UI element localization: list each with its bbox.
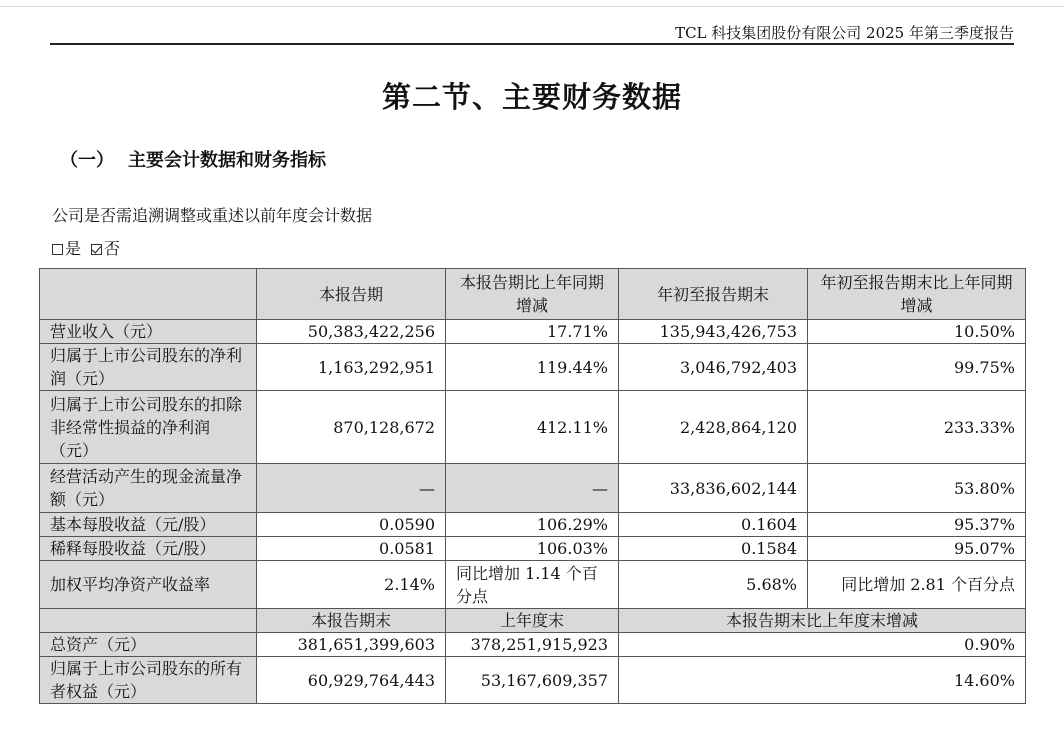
page-title: 第二节、主要财务数据 xyxy=(381,80,682,114)
header-cell-blank xyxy=(40,269,257,320)
table-cell: 60,929,764,443 xyxy=(257,657,446,704)
table-cell: 378,251,915,923 xyxy=(446,633,619,657)
table-row xyxy=(40,344,1026,391)
table-cell: 106.03% xyxy=(446,537,619,561)
table-cell: 同比增加 2.81 个百分点 xyxy=(808,561,1026,609)
table-cell: 17.71% xyxy=(446,320,619,344)
row-label: 营业收入（元） xyxy=(40,320,257,344)
row-label: 归属于上市公司股东的净利润（元） xyxy=(40,344,257,391)
table-cell: 233.33% xyxy=(808,391,1026,464)
table-cell: 870,128,672 xyxy=(257,391,446,464)
table-cell: 412.11% xyxy=(446,391,619,464)
header-cell: 本报告期 xyxy=(257,269,446,320)
header-cell: 本报告期比上年同期增减 xyxy=(446,269,619,320)
table-header-row xyxy=(40,269,1026,320)
table-cell: 99.75% xyxy=(808,344,1026,391)
table-row xyxy=(40,464,1026,513)
table-cell: 0.1584 xyxy=(619,537,808,561)
table-cell: 381,651,399,603 xyxy=(257,633,446,657)
unchecked-box-icon xyxy=(52,244,63,255)
table-cell: 0.90% xyxy=(619,633,1026,657)
header-text: TCL 科技集团股份有限公司 2025 年第三季度报告 xyxy=(675,24,1014,42)
row-label: 归属于上市公司股东的扣除非经常性损益的净利润（元） xyxy=(40,391,257,464)
table-row xyxy=(40,561,1026,609)
section-title: 主要会计数据和财务指标 xyxy=(128,150,326,171)
table-cell: 10.50% xyxy=(808,320,1026,344)
row-label: 总资产（元） xyxy=(40,633,257,657)
restatement-answer xyxy=(52,236,130,259)
header-cell: 本报告期末 xyxy=(257,609,446,633)
table-cell: 95.37% xyxy=(808,513,1026,537)
table-cell: — xyxy=(446,464,619,513)
option-yes xyxy=(52,239,81,258)
table-cell: 135,943,426,753 xyxy=(619,320,808,344)
header-cell: 年初至报告期末比上年同期增减 xyxy=(808,269,1026,320)
table-row xyxy=(40,513,1026,537)
table-cell: 0.0581 xyxy=(257,537,446,561)
table-cell: 0.1604 xyxy=(619,513,808,537)
option-no xyxy=(91,239,120,258)
table-cell: 3,046,792,403 xyxy=(619,344,808,391)
table-cell: 2.14% xyxy=(257,561,446,609)
table-cell: 33,836,602,144 xyxy=(619,464,808,513)
section-number: （一） xyxy=(60,150,114,171)
section-heading xyxy=(60,146,326,172)
page-header xyxy=(50,21,1014,45)
page-top-border xyxy=(0,6,1064,7)
table-cell: 50,383,422,256 xyxy=(257,320,446,344)
table-cell: 2,428,864,120 xyxy=(619,391,808,464)
row-label: 稀释每股收益（元/股） xyxy=(40,537,257,561)
table-cell: 106.29% xyxy=(446,513,619,537)
table-cell: 119.44% xyxy=(446,344,619,391)
table-cell: 同比增加 1.14 个百分点 xyxy=(446,561,619,609)
row-label: 基本每股收益（元/股） xyxy=(40,513,257,537)
financial-data-table xyxy=(39,268,1026,704)
table-row xyxy=(40,391,1026,464)
table-cell: 95.07% xyxy=(808,537,1026,561)
table-cell: 53,167,609,357 xyxy=(446,657,619,704)
table-cell: 14.60% xyxy=(619,657,1026,704)
table-cell: — xyxy=(257,464,446,513)
table-row xyxy=(40,537,1026,561)
header-cell: 上年度末 xyxy=(446,609,619,633)
restatement-question: 公司是否需追溯调整或重述以前年度会计数据 xyxy=(52,206,373,225)
option-no-label: 否 xyxy=(104,239,121,258)
row-label: 归属于上市公司股东的所有者权益（元） xyxy=(40,657,257,704)
table-row xyxy=(40,320,1026,344)
option-yes-label: 是 xyxy=(65,239,82,258)
header-cell: 本报告期末比上年度末增减 xyxy=(619,609,1026,633)
table-cell: 0.0590 xyxy=(257,513,446,537)
table-subheader-row xyxy=(40,609,1026,633)
header-cell: 年初至报告期末 xyxy=(619,269,808,320)
row-label: 加权平均净资产收益率 xyxy=(40,561,257,609)
table-row xyxy=(40,657,1026,704)
table-row xyxy=(40,633,1026,657)
checked-box-icon xyxy=(91,244,102,255)
row-label: 经营活动产生的现金流量净额（元） xyxy=(40,464,257,513)
table-cell: 1,163,292,951 xyxy=(257,344,446,391)
table-cell: 53.80% xyxy=(808,464,1026,513)
table-cell: 5.68% xyxy=(619,561,808,609)
header-cell-blank xyxy=(40,609,257,633)
